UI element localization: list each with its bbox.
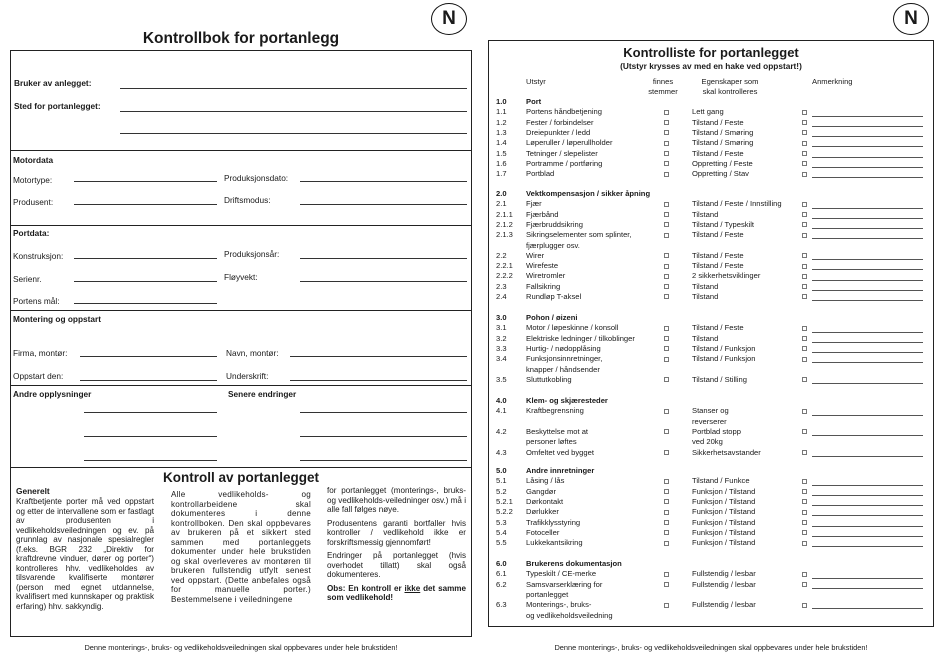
functional-checkbox[interactable] — [664, 130, 669, 135]
port-section-heading: Portdata: — [13, 228, 50, 238]
section-title: Pohon / øizeni — [526, 313, 578, 322]
production-date-field[interactable] — [300, 181, 467, 182]
obs-lead: Obs: — [327, 583, 346, 593]
divider — [10, 467, 472, 468]
remarks-checkbox[interactable] — [802, 479, 807, 484]
remarks-checkbox[interactable] — [802, 582, 807, 587]
item-property: Tilstand — [692, 281, 719, 291]
remarks-checkbox[interactable] — [802, 294, 807, 299]
item-label: Trafikklysstyring — [526, 517, 581, 527]
footer-right: Denne monterings-, bruks- og vedlikeholdsveiledningen skal oppbevares under hele brukstiden! — [554, 643, 868, 652]
item-label-cont: personer løftes — [526, 437, 577, 447]
functional-checkbox[interactable] — [664, 530, 669, 535]
item-number: 5.2.1 — [496, 496, 513, 506]
item-number: 5.3 — [496, 517, 507, 527]
column-head-properties-line1: Egenskaper som — [701, 77, 759, 86]
item-number: 6.3 — [496, 600, 507, 610]
signature-field[interactable] — [290, 380, 467, 381]
item-property: Funksjon / Tilstand — [692, 538, 756, 548]
later-changes-heading: Senere endringer — [228, 389, 297, 399]
functional-checkbox[interactable] — [664, 479, 669, 484]
column-head-remarks: Anmerkning — [812, 77, 853, 86]
section-number: 3.0 — [496, 313, 507, 322]
item-label-cont: portanlegget — [526, 589, 569, 599]
remarks-checkbox[interactable] — [802, 161, 807, 166]
remarks-checkbox[interactable] — [802, 110, 807, 115]
item-property: Oppretting / Feste — [692, 158, 753, 168]
remarks-line[interactable] — [812, 157, 923, 158]
item-property: Tilstand / Feste — [692, 323, 744, 333]
item-number: 2.3 — [496, 281, 507, 291]
remarks-checkbox[interactable] — [802, 377, 807, 382]
motor-type-label: Motortype: — [13, 175, 53, 185]
remarks-line[interactable] — [812, 136, 923, 137]
functional-checkbox[interactable] — [664, 294, 669, 299]
item-label: Fallsikring — [526, 281, 561, 291]
control-section-title: Kontroll av portanlegget — [162, 470, 319, 485]
item-label: Motor / løpeskinne / konsoll — [526, 323, 619, 333]
name-label: Navn, montør: — [226, 348, 279, 358]
company-field[interactable] — [80, 356, 217, 357]
motor-section-heading: Motordata — [13, 155, 54, 165]
remarks-checkbox[interactable] — [802, 510, 807, 515]
item-property: Funksjon / Tilstand — [692, 486, 756, 496]
remarks-checkbox[interactable] — [802, 120, 807, 125]
motor-type-field[interactable] — [74, 181, 217, 182]
functional-checkbox[interactable] — [664, 141, 669, 146]
col3-paragraph-1: for portanlegget (monterings-, bruks- og vedlikeholds-veiledninger osv.) må i alle fall følges nøye. — [327, 486, 466, 514]
functional-checkbox[interactable] — [664, 499, 669, 504]
section-title: Klem- og skjæresteder — [526, 396, 608, 405]
item-number: 5.2 — [496, 486, 507, 496]
item-property: Fullstendig / lesbar — [692, 579, 756, 589]
item-label: Fjær — [526, 199, 542, 209]
item-number: 2.2.1 — [496, 261, 513, 271]
item-label: Gangdør — [526, 486, 556, 496]
item-property: Sikkerhetsavstander — [692, 447, 761, 457]
construction-field[interactable] — [74, 258, 217, 259]
functional-checkbox[interactable] — [664, 202, 669, 207]
column-head-properties — [694, 77, 766, 98]
remarks-checkbox[interactable] — [802, 233, 807, 238]
remarks-checkbox[interactable] — [802, 284, 807, 289]
manufacturer-label: Produsent: — [13, 197, 54, 207]
remarks-line[interactable] — [812, 146, 923, 147]
item-property-cont: reverserer — [692, 416, 727, 426]
language-badge-right: N — [893, 3, 929, 35]
remarks-checkbox[interactable] — [802, 253, 807, 258]
remarks-line[interactable] — [812, 515, 923, 516]
functional-checkbox[interactable] — [664, 151, 669, 156]
later-changes-line[interactable] — [300, 412, 467, 413]
remarks-checkbox[interactable] — [802, 212, 807, 217]
item-property: Tilstand / Funksjon — [692, 354, 756, 364]
column-head-functional — [636, 77, 690, 98]
remarks-line[interactable] — [812, 546, 923, 547]
other-info-line[interactable] — [84, 460, 217, 461]
remarks-checkbox[interactable] — [802, 130, 807, 135]
item-property: Funksjon / Tilstand — [692, 517, 756, 527]
item-label: Beskyttelse mot at — [526, 426, 589, 436]
company-label: Firma, montør: — [13, 348, 68, 358]
remarks-line[interactable] — [812, 536, 923, 537]
item-property: Tilstand / Feste — [692, 261, 744, 271]
item-property: Tilstand / Feste — [692, 250, 744, 260]
item-property: Tilstand / Funksjon — [692, 343, 756, 353]
item-label: Løperuller / løperullholder — [526, 138, 613, 148]
remarks-line[interactable] — [812, 435, 923, 436]
divider — [10, 225, 472, 226]
section-number: 2.0 — [496, 189, 507, 198]
remarks-checkbox[interactable] — [802, 450, 807, 455]
item-label: Kraftbegrensning — [526, 406, 584, 416]
column-head-properties-line2: skal kontrolleres — [702, 87, 758, 97]
item-label: Dørlukker — [526, 507, 559, 517]
startup-field[interactable] — [80, 380, 217, 381]
serial-field[interactable] — [74, 281, 217, 282]
item-number: 3.1 — [496, 323, 507, 333]
remarks-checkbox[interactable] — [802, 429, 807, 434]
col3-paragraph-2: Produsentens garanti bortfaller hvis kontroller / vedlikehold ikke er forskriftsmessig gjennomført! — [327, 518, 466, 547]
section-title: Port — [526, 97, 542, 106]
site-field[interactable] — [120, 111, 467, 112]
item-number: 1.2 — [496, 117, 507, 127]
remarks-line[interactable] — [812, 352, 923, 353]
startup-label: Oppstart den: — [13, 371, 64, 381]
remarks-line[interactable] — [812, 578, 923, 579]
site-label: Sted for portanlegget: — [14, 101, 101, 111]
remarks-line[interactable] — [812, 362, 923, 363]
remarks-checkbox[interactable] — [802, 274, 807, 279]
remarks-line[interactable] — [812, 588, 923, 589]
remarks-checkbox[interactable] — [802, 409, 807, 414]
item-label: Rundløp T-aksel — [526, 292, 582, 301]
item-number: 1.1 — [496, 107, 507, 117]
remarks-line[interactable] — [812, 456, 923, 457]
item-label: Wirer — [526, 250, 545, 260]
section-title: Vektkompensasjon / sikker åpning — [526, 189, 651, 198]
remarks-checkbox[interactable] — [802, 530, 807, 535]
item-label: Låsing / lås — [526, 476, 565, 486]
remarks-line[interactable] — [812, 228, 923, 229]
remarks-checkbox[interactable] — [802, 346, 807, 351]
functional-checkbox[interactable] — [664, 489, 669, 494]
item-label: Hurtig- / nødopplåsing — [526, 343, 601, 353]
remarks-line[interactable] — [812, 238, 923, 239]
item-number: 1.6 — [496, 158, 507, 168]
item-label: Portramme / portføring — [526, 158, 603, 168]
item-label: Dørkontakt — [526, 496, 564, 506]
general-heading: Generelt — [16, 486, 50, 496]
item-label: Fjærbruddsikring — [526, 219, 583, 229]
remarks-line[interactable] — [812, 485, 923, 486]
item-number: 1.3 — [496, 127, 507, 137]
obs-ikke: ikke — [404, 583, 421, 593]
item-property: Fullstendig / lesbar — [692, 600, 756, 610]
item-label: Tetninger / slepelister — [526, 148, 598, 158]
remarks-checkbox[interactable] — [802, 520, 807, 525]
divider — [10, 385, 472, 386]
item-label: Lukkekantsikring — [526, 538, 583, 548]
functional-checkbox[interactable] — [664, 253, 669, 258]
item-property: Funksjon / Tilstand — [692, 527, 756, 537]
remarks-line[interactable] — [812, 342, 923, 343]
other-info-line[interactable] — [84, 412, 217, 413]
item-property: Tilstand / Feste — [692, 148, 744, 158]
item-property: 2 sikkerhetsviklinger — [692, 271, 761, 281]
remarks-line[interactable] — [812, 526, 923, 527]
remarks-checkbox[interactable] — [802, 151, 807, 156]
item-label-cont: og vedlikeholdsveiledning — [526, 610, 613, 620]
remarks-checkbox[interactable] — [802, 489, 807, 494]
item-property: Oppretting / Stav — [692, 169, 749, 179]
remarks-checkbox[interactable] — [802, 222, 807, 227]
remarks-checkbox[interactable] — [802, 202, 807, 207]
functional-checkbox[interactable] — [664, 520, 669, 525]
later-changes-line[interactable] — [300, 460, 467, 461]
item-number: 2.1.3 — [496, 230, 513, 240]
item-property: Tilstand — [692, 292, 719, 301]
remarks-checkbox[interactable] — [802, 326, 807, 331]
item-property: Tilstand / Typeskilt — [692, 219, 755, 229]
drive-mode-label: Driftsmodus: — [224, 195, 271, 205]
leaf-weight-label: Fløyvekt: — [224, 272, 258, 282]
item-number: 5.2.2 — [496, 507, 513, 517]
functional-checkbox[interactable] — [664, 377, 669, 382]
item-number: 5.5 — [496, 538, 507, 548]
functional-checkbox[interactable] — [664, 357, 669, 362]
drive-mode-field[interactable] — [300, 204, 467, 205]
column-head-equipment: Utstyr — [526, 77, 546, 86]
name-field[interactable] — [290, 356, 467, 357]
item-property-cont: ved 20kg — [692, 437, 723, 447]
manufacturer-field[interactable] — [74, 204, 217, 205]
site-field-line2[interactable] — [120, 133, 467, 134]
col3-paragraph-3: Endringer på portanlegget (hvis overhodet tillatt) skal også dokumenteres. — [327, 551, 466, 579]
item-number: 4.3 — [496, 447, 507, 457]
item-property: Tilstand / Funkce — [692, 476, 750, 486]
functional-checkbox[interactable] — [664, 603, 669, 608]
port-size-label: Portens mål: — [13, 296, 60, 306]
item-label: Fjærbånd — [526, 209, 559, 219]
column-head-functional-line1: finnes — [652, 77, 674, 86]
item-number: 2.1.1 — [496, 209, 513, 219]
remarks-line[interactable] — [812, 415, 923, 416]
port-size-field[interactable] — [74, 303, 217, 304]
item-property: Tilstand — [692, 209, 719, 219]
remarks-checkbox[interactable] — [802, 499, 807, 504]
section-number: 4.0 — [496, 396, 507, 405]
functional-checkbox[interactable] — [664, 326, 669, 331]
item-label: Portblad — [526, 169, 555, 179]
item-number: 3.5 — [496, 374, 507, 384]
remarks-line[interactable] — [812, 300, 923, 301]
item-number: 2.2.2 — [496, 271, 513, 281]
item-property: Tilstand / Feste — [692, 230, 744, 240]
divider — [10, 310, 472, 311]
item-property: Stanser og — [692, 406, 729, 416]
functional-checkbox[interactable] — [664, 572, 669, 577]
item-label: Elektriske ledninger / tilkoblinger — [526, 333, 635, 343]
item-label: Funksjonsinnretninger, — [526, 354, 603, 364]
remarks-checkbox[interactable] — [802, 357, 807, 362]
item-number: 5.4 — [496, 527, 507, 537]
obs-mid: En kontroll er — [345, 583, 405, 593]
item-number: 1.5 — [496, 148, 507, 158]
section-number: 5.0 — [496, 466, 507, 475]
remarks-checkbox[interactable] — [802, 541, 807, 546]
functional-checkbox[interactable] — [664, 120, 669, 125]
functional-checkbox[interactable] — [664, 222, 669, 227]
functional-checkbox[interactable] — [664, 284, 669, 289]
item-number: 6.2 — [496, 579, 507, 589]
owner-field[interactable] — [120, 88, 467, 89]
item-label: Fester / forbindelser — [526, 117, 594, 127]
item-property: Lett gang — [692, 107, 724, 117]
item-number: 2.1.2 — [496, 219, 513, 229]
functional-checkbox[interactable] — [664, 346, 669, 351]
production-year-label: Produksjonsår: — [224, 249, 280, 259]
item-number: 3.3 — [496, 343, 507, 353]
footer-left: Denne monterings-, bruks- og vedlikeholdsveiledningen skal oppbevares under hele brukstiden! — [84, 643, 398, 652]
serial-label: Serienr. — [13, 274, 42, 284]
functional-checkbox[interactable] — [664, 450, 669, 455]
general-text-col2: Alle vedlikeholds- og kontrollarbeidene skal dokumenteres i denne kontrollboken. Den skal oppbevares av brukeren på et sikkert sted sammen med portanleggets dokumenter under hele brukstiden og skal overleveres av montøren til brukeren fullstendig utfylt senest ved oppstart. (Dette anbefales også for manuelle porter.) Bestemmelsene i veiledningene — [171, 490, 311, 604]
signature-label: Underskrift: — [226, 371, 269, 381]
functional-checkbox[interactable] — [664, 161, 669, 166]
item-label: Sikringselementer som splinter, — [526, 230, 632, 240]
section-number: 1.0 — [496, 97, 507, 106]
remarks-checkbox[interactable] — [802, 141, 807, 146]
functional-checkbox[interactable] — [664, 172, 669, 177]
item-number: 2.4 — [496, 292, 507, 301]
functional-checkbox[interactable] — [664, 541, 669, 546]
item-label: Wirefeste — [526, 261, 559, 271]
mount-section-heading: Montering og oppstart — [13, 314, 102, 324]
item-property: Tilstand / Smøring — [692, 138, 754, 148]
item-number: 2.2 — [496, 250, 507, 260]
page-title-right: Kontrolliste for portanlegget — [623, 45, 799, 60]
functional-checkbox[interactable] — [664, 336, 669, 341]
functional-checkbox[interactable] — [664, 233, 669, 238]
item-property: Tilstand — [692, 333, 719, 343]
item-label: Portens håndbetjening — [526, 107, 602, 117]
remarks-line[interactable] — [812, 332, 923, 333]
item-label: Dreiepunkter / ledd — [526, 127, 591, 137]
functional-checkbox[interactable] — [664, 110, 669, 115]
remarks-line[interactable] — [812, 290, 923, 291]
remarks-line[interactable] — [812, 208, 923, 209]
item-label-cont: knapper / håndsender — [526, 364, 600, 374]
page-subtitle-right: (Utstyr krysses av med en hake ved oppstart!) — [620, 61, 802, 71]
item-property: Portblad stopp — [692, 426, 741, 436]
remarks-line[interactable] — [812, 116, 923, 117]
production-date-label: Produksjonsdato: — [224, 173, 289, 183]
item-number: 3.4 — [496, 354, 507, 364]
functional-checkbox[interactable] — [664, 582, 669, 587]
item-property: Tilstand / Smøring — [692, 127, 754, 137]
remarks-checkbox[interactable] — [802, 264, 807, 269]
general-text-col1: Kraftbetjente porter må ved oppstart og etter de intervallene som er fastlagt av produsenten i vedlikeholdsveiledningen og ev. på grunnlag av nasjonale spesialregler (f.eks. BGR 232 „Direktiv for kraftdrevne vinduer, dører og porter“) kontrolleres hhv. vedlikeholdes av tilsvarende kvalifiserte montører (person med egnet utdannelse, kvalifisert med kunnskaper og praktisk erfaring) hhv. sakkyndig. — [16, 497, 154, 611]
section-title: Brukerens dokumentasjon — [526, 559, 622, 568]
page-title-left: Kontrollbok for portanlegg — [142, 30, 340, 47]
remarks-line[interactable] — [812, 505, 923, 506]
remarks-checkbox[interactable] — [802, 172, 807, 177]
item-label: Fotoceller — [526, 527, 560, 537]
functional-checkbox[interactable] — [664, 264, 669, 269]
general-text-col3 — [327, 486, 466, 607]
item-label: Wiretromler — [526, 271, 566, 281]
construction-label: Konstruksjon: — [13, 251, 64, 261]
remarks-checkbox[interactable] — [802, 572, 807, 577]
item-property: Fullstendig / lesbar — [692, 569, 756, 579]
item-label: Typeskilt / CE-merke — [526, 569, 597, 579]
remarks-checkbox[interactable] — [802, 336, 807, 341]
functional-checkbox[interactable] — [664, 274, 669, 279]
obs-end: det samme som vedlikehold! — [327, 583, 466, 602]
remarks-line[interactable] — [812, 280, 923, 281]
col3-obs-note — [327, 584, 466, 603]
item-number: 2.1 — [496, 199, 507, 209]
item-label: Sluttutkobling — [526, 374, 572, 384]
item-property: Tilstand / Feste — [692, 117, 744, 127]
item-label-cont: fjærplugger osv. — [526, 240, 580, 250]
remarks-line[interactable] — [812, 218, 923, 219]
item-label: Samsvarserklæring for — [526, 579, 603, 589]
leaf-weight-field[interactable] — [300, 281, 467, 282]
other-info-heading: Andre opplysninger — [13, 389, 92, 399]
section-title: Andre innretninger — [526, 466, 595, 475]
item-label: Omfeltet ved bygget — [526, 447, 594, 457]
functional-checkbox[interactable] — [664, 510, 669, 515]
item-property: Funksjon / Tilstand — [692, 507, 756, 517]
remarks-checkbox[interactable] — [802, 603, 807, 608]
remarks-line[interactable] — [812, 495, 923, 496]
item-property: Tilstand / Feste / Innstilling — [692, 199, 782, 209]
item-label: Monterings-, bruks- — [526, 600, 592, 610]
remarks-line[interactable] — [812, 126, 923, 127]
item-number: 1.7 — [496, 169, 507, 179]
remarks-line[interactable] — [812, 269, 923, 270]
owner-label: Bruker av anlegget: — [14, 78, 92, 88]
remarks-line[interactable] — [812, 167, 923, 168]
functional-checkbox[interactable] — [664, 409, 669, 414]
functional-checkbox[interactable] — [664, 429, 669, 434]
column-head-functional-line2: stemmer — [648, 87, 678, 97]
divider — [10, 150, 472, 151]
item-number: 1.4 — [496, 138, 507, 148]
functional-checkbox[interactable] — [664, 212, 669, 217]
section-number: 6.0 — [496, 559, 507, 568]
other-info-line[interactable] — [84, 436, 217, 437]
remarks-line[interactable] — [812, 608, 923, 609]
later-changes-line[interactable] — [300, 436, 467, 437]
remarks-line[interactable] — [812, 177, 923, 178]
item-number: 5.1 — [496, 476, 507, 486]
item-number: 4.2 — [496, 426, 507, 436]
language-badge-left: N — [431, 3, 467, 35]
item-number: 4.1 — [496, 406, 507, 416]
item-number: 6.1 — [496, 569, 507, 579]
item-property: Tilstand / Stilling — [692, 374, 748, 384]
item-property: Funksjon / Tilstand — [692, 496, 756, 506]
item-number: 3.2 — [496, 333, 507, 343]
remarks-line[interactable] — [812, 383, 923, 384]
production-year-field[interactable] — [300, 258, 467, 259]
remarks-line[interactable] — [812, 259, 923, 260]
